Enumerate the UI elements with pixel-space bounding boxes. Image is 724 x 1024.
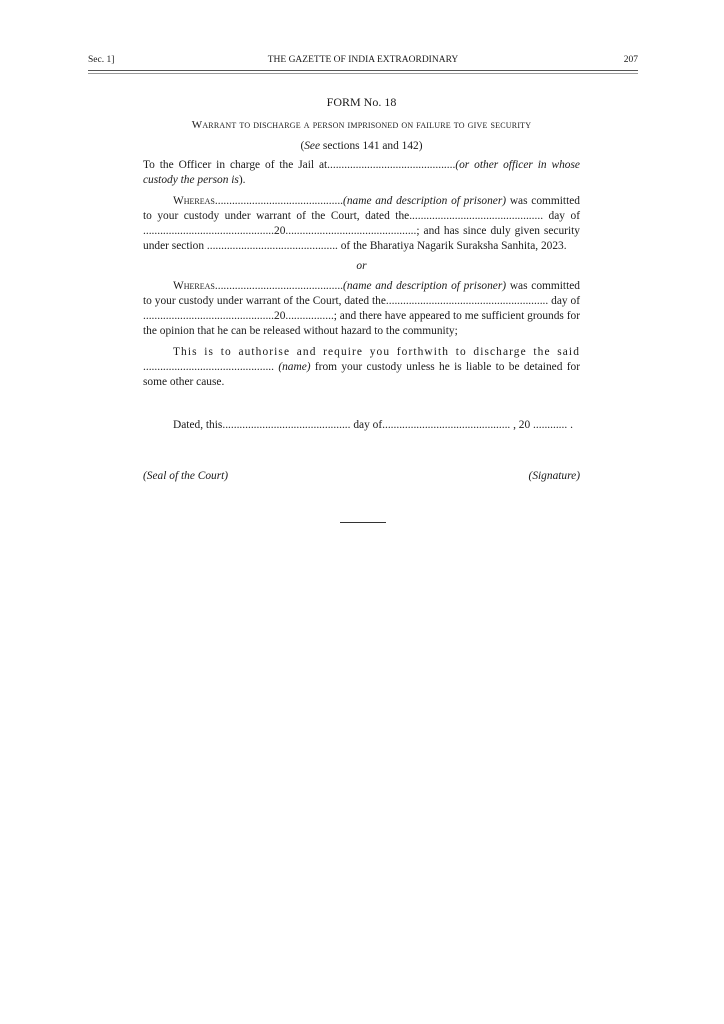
whereas-word-1: Whereas: [173, 195, 215, 207]
form-subtitle-text: Warrant to discharge a person imprisoned on failure to give security: [191, 119, 532, 131]
whereas-italic-2: (name and description of prisoner): [343, 280, 507, 292]
or-separator: or: [356, 260, 367, 272]
page-number: 207: [623, 55, 638, 65]
see-label: See: [304, 140, 321, 152]
authorise-lead: This is to authorise and require you forthwith to discharge the said: [173, 346, 580, 358]
whereas-text-1: was committed to your custody under warrant of the Court, dated the............................................... day of ..............................................20..............................................; and has since duly given security under section .............................................. of the Bharatiya Nagarik Suraksha Sanhita, 2023.: [143, 195, 580, 252]
gazette-title: THE GAZETTE OF INDIA EXTRAORDINARY: [267, 55, 459, 65]
see-sections: sections 141 and 142): [320, 140, 423, 152]
whereas-blank-1: .............................................: [214, 195, 344, 207]
form-body: [143, 95, 580, 485]
whereas-blank-2: .............................................: [214, 280, 344, 292]
end-rule: [340, 522, 386, 523]
authorise-paragraph: [143, 345, 580, 390]
form-subtitle: [143, 118, 580, 133]
see-open: (: [300, 140, 305, 152]
authorise-text: from your custody unless he is liable to be detained for some other cause.: [143, 361, 581, 388]
authorise-blank: ..............................................: [143, 361, 279, 373]
signature-row: [143, 469, 580, 485]
address-end: ).: [238, 174, 246, 186]
address-text: To the Officer in charge of the Jail at.............................................: [143, 159, 456, 171]
header-divider: [88, 70, 638, 74]
whereas-word-2: Whereas: [173, 280, 215, 292]
whereas-paragraph-2: [143, 279, 580, 339]
whereas-italic-1: (name and description of prisoner): [343, 195, 507, 207]
seal-of-court: (Seal of the Court): [143, 470, 229, 482]
whereas-text-2: was committed to your custody under warrant of the Court, dated the......................................................... day of ..............................................20.................; and there have appeared to me sufficient grounds for the opinion that he can be released without hazard to the community;: [143, 280, 580, 337]
section-label: Sec. 1]: [88, 55, 115, 65]
signature-label: (Signature): [528, 470, 580, 482]
address-paragraph: [143, 158, 580, 188]
dated-line: Dated, this............................................. day of............................................. , 20 ............ .: [173, 419, 573, 431]
whereas-paragraph-1: [143, 194, 580, 254]
address-italic: (or other officer in whose custody the person is: [143, 159, 580, 186]
sections-reference: [143, 139, 580, 154]
form-title: FORM No. 18: [326, 95, 397, 109]
gazette-header: [88, 55, 638, 69]
authorise-italic: (name): [278, 361, 311, 373]
